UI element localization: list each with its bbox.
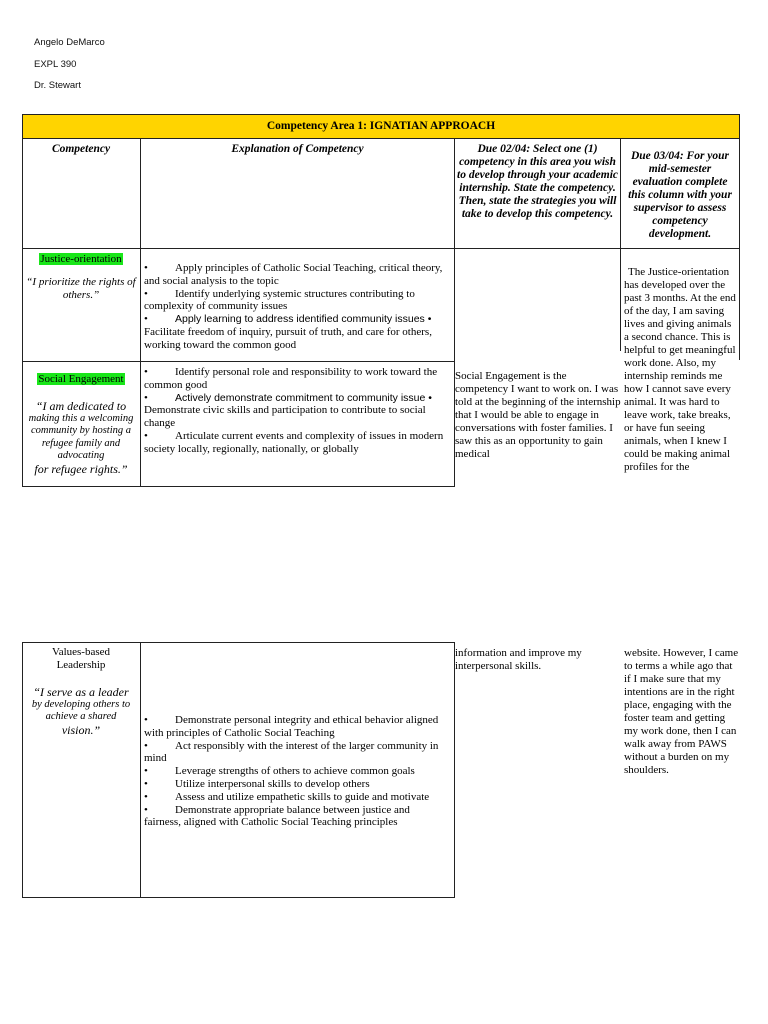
social-engagement-label: Social Engagement xyxy=(38,373,124,385)
justice-orientation-explanation xyxy=(144,262,453,352)
social-engagement-quote: “I am dedicated to making this a welcoming community by hosting a refugee family and advocating for refugee rights.” xyxy=(28,399,134,476)
justice-orientation-quote: “I prioritize the rights of others.” xyxy=(26,276,136,301)
list-item: • Utilize interpersonal skills to develop others xyxy=(144,777,370,790)
divider xyxy=(739,248,740,360)
values-based-leadership-quote: “I serve as a leader by developing others to achieve a shared vision.” xyxy=(31,685,131,737)
list-item: • Act responsibly with the interest of the larger community in mind xyxy=(144,739,439,765)
competency-area-title: Competency Area 1: IGNATIAN APPROACH xyxy=(22,114,740,139)
values-based-leadership-label: Values-based Leadership xyxy=(51,646,111,671)
divider xyxy=(620,138,621,249)
justice-orientation-label: Justice-orientation xyxy=(40,253,122,265)
divider xyxy=(22,361,455,362)
social-engagement-cell xyxy=(24,373,138,475)
divider xyxy=(140,138,141,487)
list-item: • Actively demonstrate commitment to community issue • xyxy=(144,391,432,404)
divider xyxy=(454,138,455,249)
explanation-column-header: Explanation of Competency xyxy=(231,143,364,155)
divider xyxy=(739,138,740,249)
values-based-leadership-cell xyxy=(24,646,138,736)
values-based-leadership-explanation xyxy=(144,714,449,829)
list-item: • Leverage strengths of others to achieve common goals xyxy=(144,765,415,778)
list-item: • Identify personal role and responsibility to work toward the common good xyxy=(144,366,438,391)
list-item: • Demonstrate appropriate balance between justice and fairness, aligned with Catholic Social Teaching principles xyxy=(144,803,410,829)
divider xyxy=(22,486,455,487)
list-item: • Assess and utilize empathetic skills to guide and motivate xyxy=(144,790,430,803)
course-code: EXPL 390 xyxy=(34,59,77,70)
due-0204-response-continued: information and improve my interpersonal skills. xyxy=(455,647,582,672)
due-0304-column-header: Due 03/04: For your mid-semester evaluation complete this column with your supervisor to assess competency development. xyxy=(628,150,732,240)
list-item: Demonstrate civic skills and participation to contribute to social change xyxy=(144,404,426,430)
due-0304-response-continued: website. However, I came to terms a while ago that if I make sure that my intentions are in the right place, engaging with the foster team and getting my work done, then I can walk away from PAWS without a burden on my shoulders. xyxy=(624,647,739,776)
list-item: • Apply learning to address identified community issues • xyxy=(144,313,432,326)
author-name: Angelo DeMarco xyxy=(34,37,105,48)
due-0304-response: The Justice-orientation has developed over the past 3 months. At the end of the day, I am saving lives and giving animals a second chance. This is helpful to get meaningful work done. Also, my internship reminds me how I cannot save every animal. It was hard to leave work, take breaks, or have fun seeing animals, when I knew I could be making animal profiles for the xyxy=(624,266,736,473)
instructor-name: Dr. Stewart xyxy=(34,80,81,91)
competency-column-header: Competency xyxy=(51,143,111,155)
divider xyxy=(140,642,141,898)
divider xyxy=(22,138,23,487)
due-0204-response: Social Engagement is the competency I want to work on. I was told at the beginning of the internship that I would be able to engage in conversations with foster families. I saw this as an opportunity to gain medical xyxy=(455,370,621,460)
justice-orientation-cell xyxy=(24,253,138,301)
social-engagement-explanation xyxy=(144,366,454,456)
list-item: • Demonstrate personal integrity and ethical behavior aligned with principles of Catholic Social Teaching xyxy=(144,714,439,739)
list-item: • Apply principles of Catholic Social Teaching, critical theory, and social analysis to the topic xyxy=(144,262,443,287)
list-item: • Identify underlying systemic structures contributing to complexity of community issues xyxy=(144,287,415,313)
due-0204-column-header: Due 02/04: Select one (1) competency in this area you wish to develop through your academic internship. State the competency. Then, state the strategies you will take to develop this competency. xyxy=(457,143,618,220)
list-item: Facilitate freedom of inquiry, pursuit of truth, and care for others, working toward the common good xyxy=(144,325,432,351)
list-item: • Articulate current events and complexity of issues in modern society locally, regionally, nationally, or globally xyxy=(144,429,444,455)
divider xyxy=(620,248,621,351)
